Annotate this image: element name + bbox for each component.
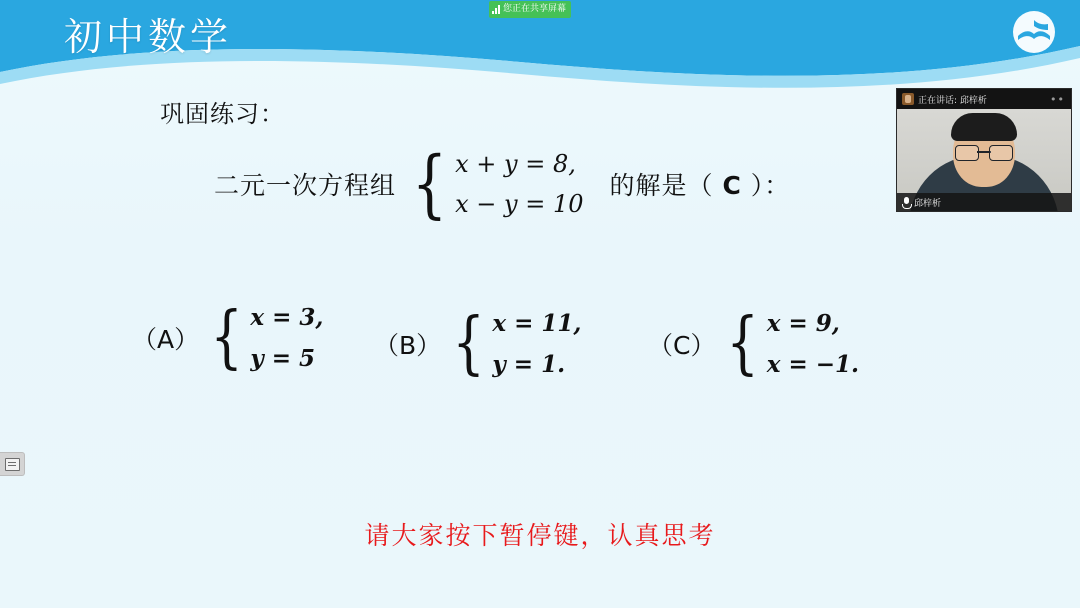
option-b[interactable] xyxy=(374,304,582,384)
microphone-icon xyxy=(902,197,910,208)
option-c-equations xyxy=(763,310,859,378)
person-hair xyxy=(951,113,1017,141)
option-b-equations xyxy=(488,310,581,378)
question-tail xyxy=(609,166,790,202)
answer-letter: C xyxy=(722,171,742,200)
equation-1: x = 11, xyxy=(492,310,582,337)
speaker-thumbnail-icon xyxy=(902,93,914,105)
option-b-tag: （B） xyxy=(374,331,442,360)
equation-2: y = 5 xyxy=(250,345,316,372)
pause-instruction: 请大家按下暂停键，认真思考 xyxy=(364,521,716,550)
option-b-system xyxy=(447,304,582,384)
option-a[interactable] xyxy=(132,298,324,378)
option-a-equations xyxy=(246,304,323,372)
question-label: 二元一次方程组 xyxy=(214,171,397,200)
share-notice-text: 您正在共享屏幕 xyxy=(503,4,567,14)
video-name-bar xyxy=(897,193,1071,211)
glasses-icon xyxy=(955,145,1013,159)
option-a-tag: （A） xyxy=(132,325,200,354)
equation-2: x − y = 10 xyxy=(455,190,584,218)
open-book-logo-icon xyxy=(1010,10,1058,54)
option-c-tag: （C） xyxy=(648,331,716,360)
video-speaking-bar xyxy=(897,89,1071,109)
option-a-system xyxy=(205,298,324,378)
answer-options xyxy=(0,298,1080,424)
equation-1: x = 3, xyxy=(250,304,324,331)
speaking-label: 正在讲话: 邱梓析 xyxy=(918,95,987,106)
equation-1: x + y = 8, xyxy=(455,150,576,178)
screen-share-indicator[interactable] xyxy=(489,1,571,18)
signal-bars-icon xyxy=(492,5,500,14)
question-tail-before: 的解是（ xyxy=(609,171,714,200)
question-equations xyxy=(451,150,583,218)
left-brace-icon: { xyxy=(411,140,448,227)
equation-2: y = 1. xyxy=(492,351,566,378)
participant-name: 邱梓析 xyxy=(914,198,942,209)
notes-panel-button[interactable] xyxy=(0,452,25,476)
question-system xyxy=(406,140,584,227)
practice-prompt: 巩固练习： xyxy=(160,100,285,128)
equation-2: x = −1. xyxy=(766,351,860,378)
option-c[interactable] xyxy=(648,304,860,384)
left-brace-icon: { xyxy=(452,304,486,384)
more-dots-icon[interactable]: •• xyxy=(1050,92,1065,106)
option-c-system xyxy=(721,304,860,384)
notes-panel-icon xyxy=(5,458,20,471)
left-brace-icon: { xyxy=(210,298,243,378)
page-title: 初中数学 xyxy=(64,15,233,59)
left-brace-icon: { xyxy=(726,304,760,384)
question-tail-after: ）： xyxy=(750,171,791,200)
equation-1: x = 9, xyxy=(766,310,840,337)
question-row xyxy=(214,140,791,227)
speaker-video-tile[interactable] xyxy=(896,88,1072,212)
